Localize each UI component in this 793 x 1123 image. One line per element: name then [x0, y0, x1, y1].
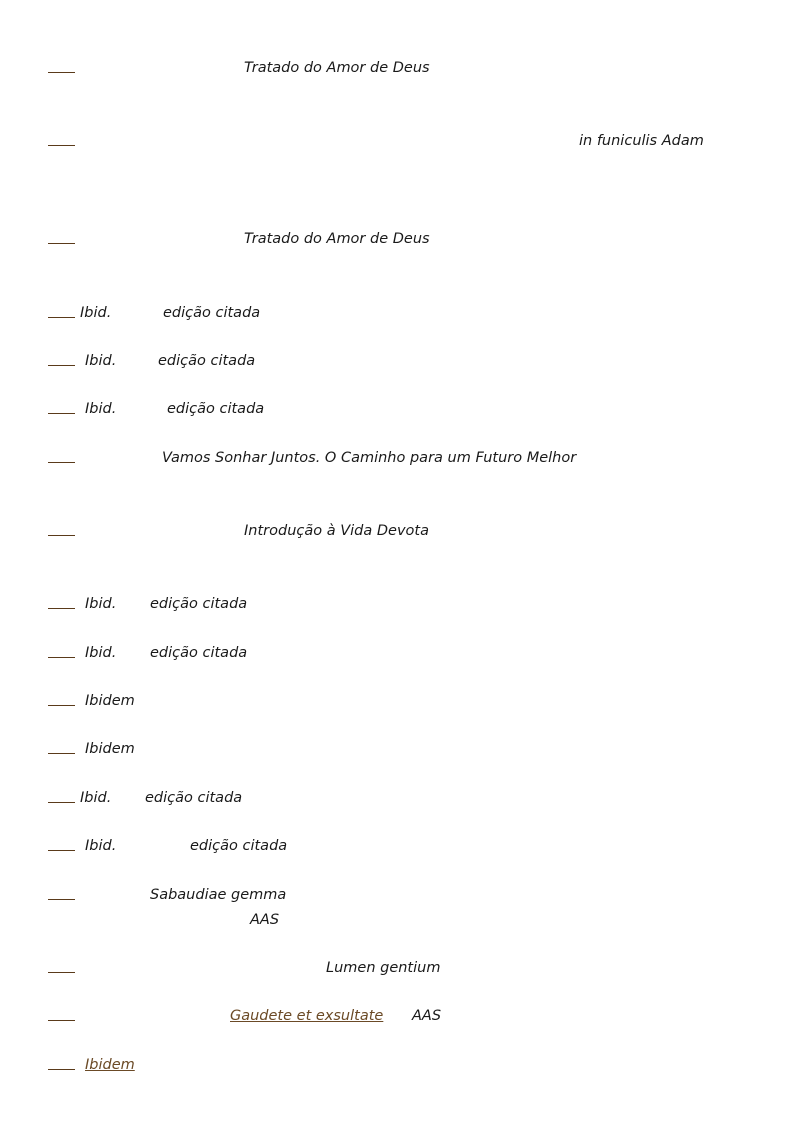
footnote-marker-rule	[48, 802, 75, 803]
footnote-marker-rule	[48, 413, 75, 414]
footnote-marker-rule	[48, 705, 75, 706]
ibid-text: Ibid.	[85, 596, 117, 612]
footnote-marker-rule	[48, 850, 75, 851]
footnote-6	[0, 399, 793, 419]
latin-quote: in funiculis Adam	[579, 133, 704, 149]
edition-cited-text: edição citada	[150, 645, 248, 661]
edition-cited-text: edição citada	[145, 790, 243, 806]
footnote-marker-rule	[48, 317, 75, 318]
footnote-8	[0, 521, 793, 541]
footnote-12	[0, 739, 793, 759]
edition-cited-text: edição citada	[167, 401, 265, 417]
footnote-marker-rule	[48, 243, 75, 244]
footnote-18	[0, 1055, 793, 1075]
footnote-marker-rule	[48, 72, 75, 73]
ibid-text: Ibid.	[85, 645, 117, 661]
ibid-text: Ibid.	[85, 353, 117, 369]
ibid-text: Ibid.	[85, 401, 117, 417]
book-title: Introdução à Vida Devota	[244, 523, 429, 539]
ibid-text: Ibid.	[80, 305, 112, 321]
book-title: Tratado do Amor de Deus	[244, 60, 430, 76]
ibid-text: Ibid.	[80, 790, 112, 806]
footnote-marker-rule	[48, 365, 75, 366]
footnote-marker-rule	[48, 972, 75, 973]
edition-cited-text: edição citada	[190, 838, 288, 854]
footnote-17	[0, 1006, 793, 1026]
footnote-11	[0, 691, 793, 711]
document-title: Sabaudiae gemma	[150, 887, 287, 903]
document-title-link[interactable]: Gaudete et exsultate	[230, 1008, 384, 1024]
footnote-marker-rule	[48, 753, 75, 754]
ibidem-text: Ibidem	[85, 741, 135, 757]
footnote-3	[0, 229, 793, 249]
footnote-marker-rule	[48, 462, 75, 463]
footnote-marker-rule	[48, 145, 75, 146]
ibid-text: Ibid.	[85, 838, 117, 854]
book-title: Tratado do Amor de Deus	[244, 231, 430, 247]
footnote-2	[0, 131, 793, 151]
footnote-marker-rule	[48, 899, 75, 900]
ibidem-text: Ibidem	[85, 693, 135, 709]
edition-cited-text: edição citada	[163, 305, 261, 321]
footnote-16	[0, 958, 793, 978]
footnote-14	[0, 836, 793, 856]
footnote-4	[0, 303, 793, 323]
footnote-marker-rule	[48, 1020, 75, 1021]
ibidem-link[interactable]: Ibidem	[85, 1057, 135, 1073]
footnote-marker-rule	[48, 535, 75, 536]
footnote-7	[0, 448, 793, 468]
document-title: Lumen gentium	[326, 960, 441, 976]
edition-cited-text: edição citada	[158, 353, 256, 369]
book-title: Vamos Sonhar Juntos. O Caminho para um Futuro Melhor	[162, 450, 577, 466]
footnote-10	[0, 643, 793, 663]
footnote-marker-rule	[48, 657, 75, 658]
footnote-13	[0, 788, 793, 808]
aas-reference: AAS	[250, 912, 280, 928]
edition-cited-text: edição citada	[150, 596, 248, 612]
aas-reference: AAS	[412, 1008, 442, 1024]
footnote-1	[0, 58, 793, 78]
footnote-marker-rule	[48, 1069, 75, 1070]
footnote-9	[0, 594, 793, 614]
footnote-marker-rule	[48, 608, 75, 609]
footnote-5	[0, 351, 793, 371]
footnote-15	[0, 885, 793, 928]
